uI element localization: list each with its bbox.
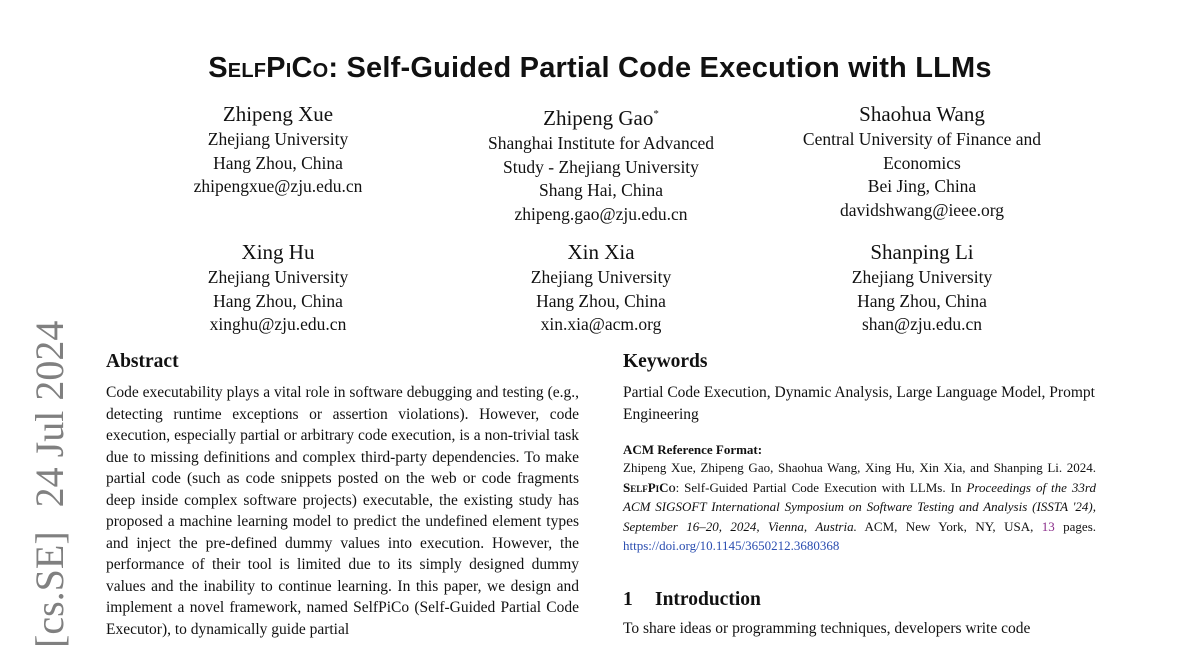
introduction-text: To share ideas or programming techniques, developers write code xyxy=(623,619,1031,637)
introduction-heading: 1 Introduction xyxy=(623,588,761,610)
author-name: Zhipeng Gao* xyxy=(543,106,659,130)
author-name: Zhipeng Xue xyxy=(222,102,334,126)
author-email: xinghu@zju.edu.cn xyxy=(209,314,347,334)
author-location: Hang Zhou, China xyxy=(213,290,343,311)
author-block xyxy=(128,101,428,199)
abstract-section xyxy=(106,348,579,640)
corresponding-mark: * xyxy=(653,108,659,120)
author-location: Hang Zhou, China xyxy=(857,290,987,311)
author-name: Shaohua Wang xyxy=(859,102,985,126)
arxiv-date: 24 Jul 2024 xyxy=(27,320,72,508)
author-block xyxy=(772,239,1072,337)
author-email: davidshwang@ieee.org xyxy=(839,199,1004,220)
right-column xyxy=(623,348,1096,639)
page-count: 13 xyxy=(1041,518,1055,534)
author-name: Xin Xia xyxy=(567,240,635,264)
author-block xyxy=(451,239,751,337)
arxiv-category: [cs.SE] xyxy=(27,531,72,648)
acm-reference-tool: SelfPiCo xyxy=(623,479,676,495)
author-location: Hang Zhou, China xyxy=(536,290,666,311)
acm-reference-venue: Proceedings of the 33rd ACM SIGSOFT International Symposium on Software Testing and Analysis (ISSTA '24), September 16–20, 2024, Vienna, Austria. xyxy=(623,479,1096,534)
abstract-text: Code executability plays a vital role in software debugging and testing (e.g., detecting runtime exceptions or assertion violations). However, code execution, especially partial or arbitrary code execution, is a non-trivial task due to missing definitions and complex third-party dependencies. To make partial code (such as code snippets posted on the web or code fragments deep inside complex software projects) executable, the existing study has proposed a machine learning model to predict the undefined element types and inject the pre-defined dummy values into execution. However, the performance of their tool is limited due to its simply designed dummy values and the inability to continue learning. In this paper, we design and implement a novel framework, named SelfPiCo (Self-Guided Partial Code Executor), to dynamically guide partial xyxy=(106,384,579,638)
author-email: zhipengxue@zju.edu.cn xyxy=(193,176,363,196)
author-affiliation: Central University of Finance and xyxy=(802,129,1042,149)
author-location: Bei Jing, China xyxy=(867,176,977,196)
paper-title: SelfPiCo: Self-Guided Partial Code Execution with LLMs xyxy=(208,52,992,84)
author-block xyxy=(128,239,428,337)
author-affiliation: Zhejiang University xyxy=(207,129,349,149)
keywords-text: Partial Code Execution, Dynamic Analysis, Large Language Model, Prompt Engineering xyxy=(623,384,1095,423)
author-email: shan@zju.edu.cn xyxy=(861,314,983,334)
author-affiliation: Zhejiang University xyxy=(207,267,349,287)
author-affiliation: Zhejiang University xyxy=(851,267,993,287)
author-name: Xing Hu xyxy=(241,240,315,264)
abstract-heading: Abstract xyxy=(106,351,179,372)
author-affiliation: Zhejiang University xyxy=(530,267,672,287)
author-block xyxy=(451,101,751,226)
author-affiliation: Shanghai Institute for Advanced xyxy=(488,133,714,153)
author-affiliation: Economics xyxy=(883,152,961,173)
author-location: Shang Hai, China xyxy=(539,180,663,200)
acm-reference-heading: ACM Reference Format: xyxy=(623,442,763,457)
abstract-tail: (Self-Guided Partial Code Executor), to dynamically guide partial xyxy=(106,599,579,638)
doi-link[interactable]: https://doi.org/10.1145/3650212.3680368 xyxy=(623,538,840,553)
author-email: xin.xia@acm.org xyxy=(540,314,662,334)
author-location: Hang Zhou, China xyxy=(213,152,343,173)
arxiv-side-stamp xyxy=(27,320,72,648)
author-affiliation: Study - Zhejiang University xyxy=(503,156,699,177)
keywords-heading: Keywords xyxy=(623,351,708,372)
author-name: Shanping Li xyxy=(870,240,974,264)
author-email: zhipeng.gao@zju.edu.cn xyxy=(514,203,688,224)
acm-reference-text: Zhipeng Xue, Zhipeng Gao, Shaohua Wang, Xing Hu, Xin Xia, and Shanping Li. 2024. SelfPiCo: Self-Guided Partial Code Execution with LLMs. In Proceedings of the 33rd ACM SIGSOFT International Symposium on Software Testing and Analysis (ISSTA '24), September 16–20, 2024, Vienna, Austria. ACM, New York, NY, USA, 13 pages. https://doi.org/10.1145/3650212.3680368 xyxy=(623,460,1097,553)
author-block xyxy=(772,101,1072,222)
